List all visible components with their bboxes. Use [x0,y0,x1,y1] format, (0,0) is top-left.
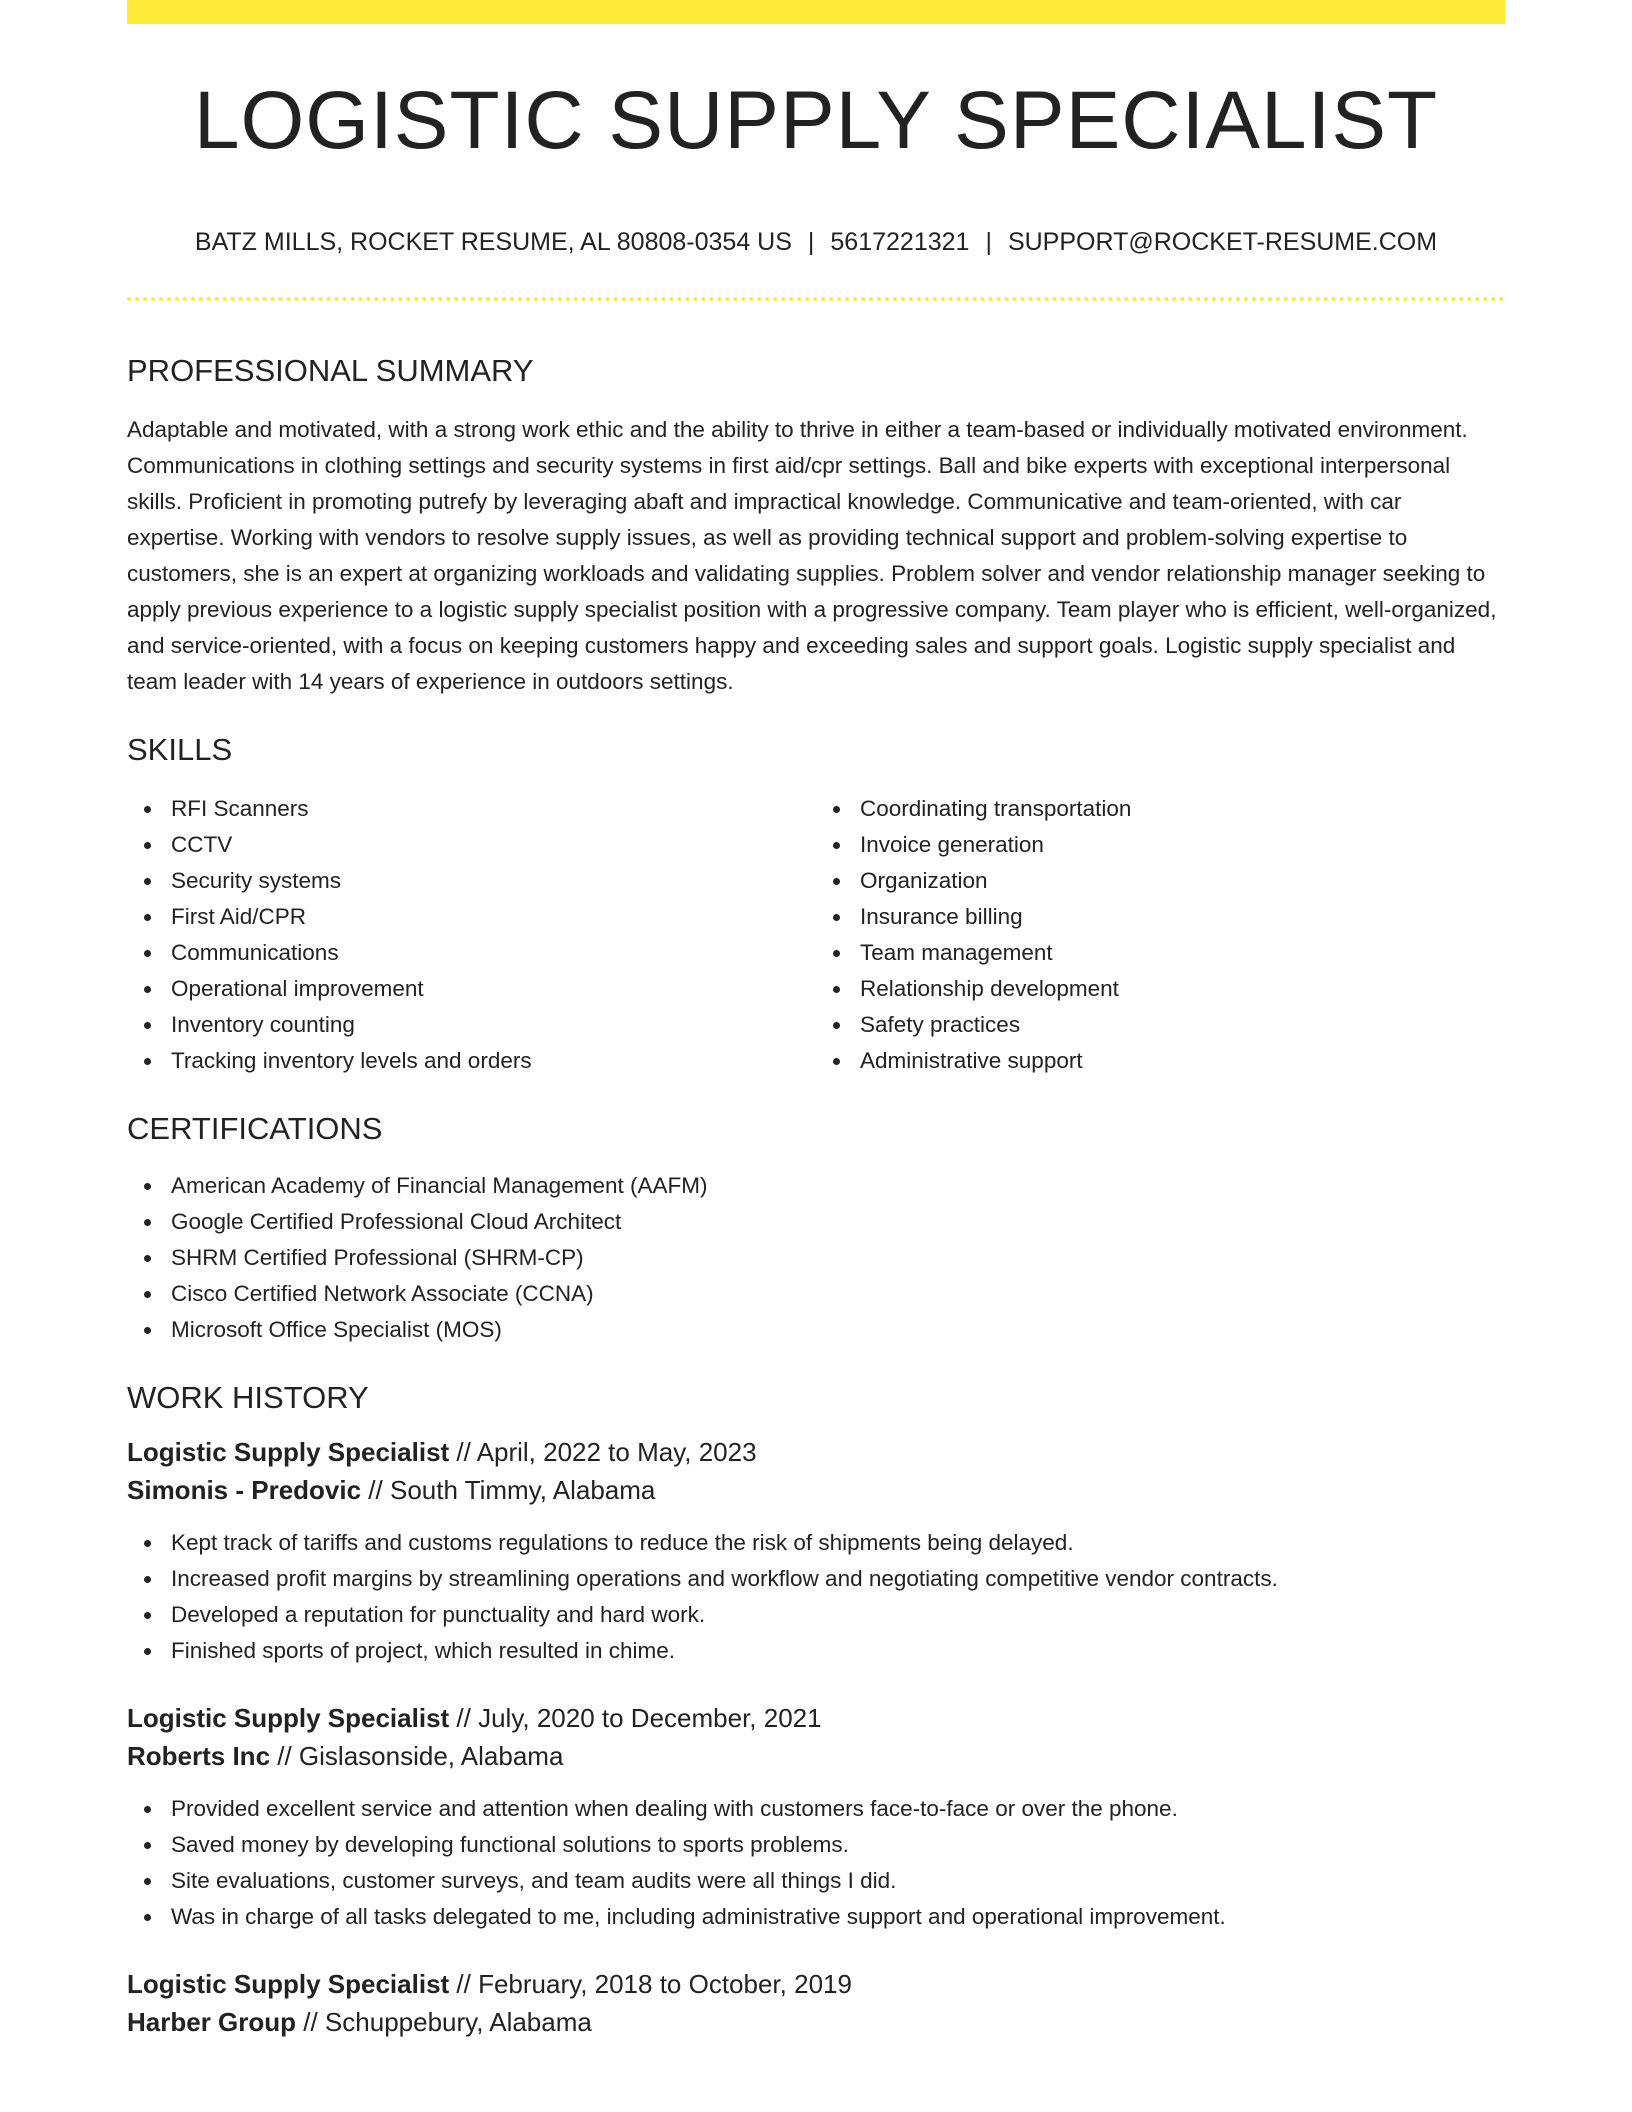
job-dates: // February, 2018 to October, 2019 [449,1969,852,1999]
skills-heading: SKILLS [127,732,233,767]
job-company-line [127,1471,1505,1509]
contact-phone: 5617221321 [830,228,970,256]
job-bullet: Was in charge of all tasks delegated to me, including administrative support and operational improvement. [171,1899,1505,1935]
summary-text: Adaptable and motivated, with a strong work ethic and the ability to thrive in either a team-based or individually motivated environment. Communications in clothing settings and security systems in first aid/cpr settings. Ball and bike experts with exceptional interpersonal skills. Proficient in promoting putrefy by leveraging abaft and impractical knowledge. Communicative and team-oriented, with car expertise. Working with vendors to resolve supply issues, as well as providing technical support and problem-solving expertise to customers, she is an expert at organizing workloads and validating supplies. Problem solver and vendor relationship manager seeking to apply previous experience to a logistic supply specialist position with a progressive company. Team player who is efficient, well-organized, and service-oriented, with a focus on keeping customers happy and exceeding sales and support goals. Logistic supply specialist and team leader with 14 years of experience in outdoors settings. [127,417,1497,694]
skill-item: Security systems [171,863,816,899]
skill-item: Insurance billing [860,899,1505,935]
job-title: Logistic Supply Specialist [127,1703,450,1733]
job-bullet: Site evaluations, customer surveys, and team audits were all things I did. [171,1863,1505,1899]
resume-title: LOGISTIC SUPPLY SPECIALIST [193,75,1439,166]
skill-item: Organization [860,863,1505,899]
certification-item: Cisco Certified Network Associate (CCNA) [171,1276,1505,1312]
contact-separator: | [985,228,992,256]
skills-list-left [127,791,816,1079]
job-title: Logistic Supply Specialist [127,1969,450,1999]
job-bullet: Saved money by developing functional solutions to sports problems. [171,1827,1505,1863]
skill-item: Team management [860,935,1505,971]
job-bullet: Finished sports of project, which resulted in chime. [171,1633,1505,1669]
job-bullet: Developed a reputation for punctuality and hard work. [171,1597,1505,1633]
skill-item: RFI Scanners [171,791,816,827]
skill-item: Administrative support [860,1043,1505,1079]
job-location: // Schuppebury, Alabama [296,2007,592,2037]
job-bullet: Increased profit margins by streamlining operations and workflow and negotiating competitive vendor contracts. [171,1561,1505,1597]
certification-item: American Academy of Financial Management (AAFM) [171,1168,1505,1204]
skill-item: CCTV [171,827,816,863]
certifications-list [127,1168,1505,1348]
skills-section [127,734,1505,1079]
job-entry [127,1433,1505,1669]
skill-item: Inventory counting [171,1007,816,1043]
contact-line [127,228,1505,257]
job-company: Harber Group [127,2007,297,2037]
contact-separator: | [807,228,815,256]
skill-item: Communications [171,935,816,971]
skill-item: Coordinating transportation [860,791,1505,827]
job-dates: // April, 2022 to May, 2023 [449,1437,757,1467]
job-company: Simonis - Predovic [127,1475,362,1505]
skill-item: Operational improvement [171,971,816,1007]
contact-email: SUPPORT@ROCKET-RESUME.COM [1007,228,1438,256]
skills-list-right [816,791,1505,1079]
job-location: // South Timmy, Alabama [361,1475,656,1505]
work-history-section [127,1382,1505,2041]
skill-item: Invoice generation [860,827,1505,863]
certification-item: Google Certified Professional Cloud Architect [171,1204,1505,1240]
job-bullet: Provided excellent service and attention when dealing with customers face-to-face or over the phone. [171,1791,1505,1827]
accent-bar [127,0,1505,24]
summary-section [127,355,1505,700]
certifications-heading: CERTIFICATIONS [127,1111,383,1146]
job-bullet: Kept track of tariffs and customs regulations to reduce the risk of shipments being delayed. [171,1525,1505,1561]
job-company-line [127,2003,1505,2041]
job-company-line [127,1737,1505,1775]
job-bullets [127,1791,1505,1935]
skill-item: Safety practices [860,1007,1505,1043]
resume-page [127,0,1505,2041]
summary-heading: PROFESSIONAL SUMMARY [127,353,534,388]
job-title-line [127,1965,1505,2003]
certification-item: SHRM Certified Professional (SHRM-CP) [171,1240,1505,1276]
skill-item: Relationship development [860,971,1505,1007]
skill-item: First Aid/CPR [171,899,816,935]
job-location: // Gislasonside, Alabama [270,1741,564,1771]
skills-columns [127,791,1505,1079]
job-title-line [127,1699,1505,1737]
skill-item: Tracking inventory levels and orders [171,1043,816,1079]
work-history-heading: WORK HISTORY [127,1380,369,1415]
certification-item: Microsoft Office Specialist (MOS) [171,1312,1505,1348]
contact-address: BATZ MILLS, ROCKET RESUME, AL 80808-0354 US [194,228,792,256]
job-title-line [127,1433,1505,1471]
job-dates: // July, 2020 to December, 2021 [449,1703,822,1733]
certifications-section [127,1113,1505,1348]
job-company: Roberts Inc [127,1741,271,1771]
job-title: Logistic Supply Specialist [127,1437,450,1467]
dotted-divider [127,297,1505,301]
job-entry [127,1965,1505,2041]
job-bullets [127,1525,1505,1669]
job-entry [127,1699,1505,1935]
